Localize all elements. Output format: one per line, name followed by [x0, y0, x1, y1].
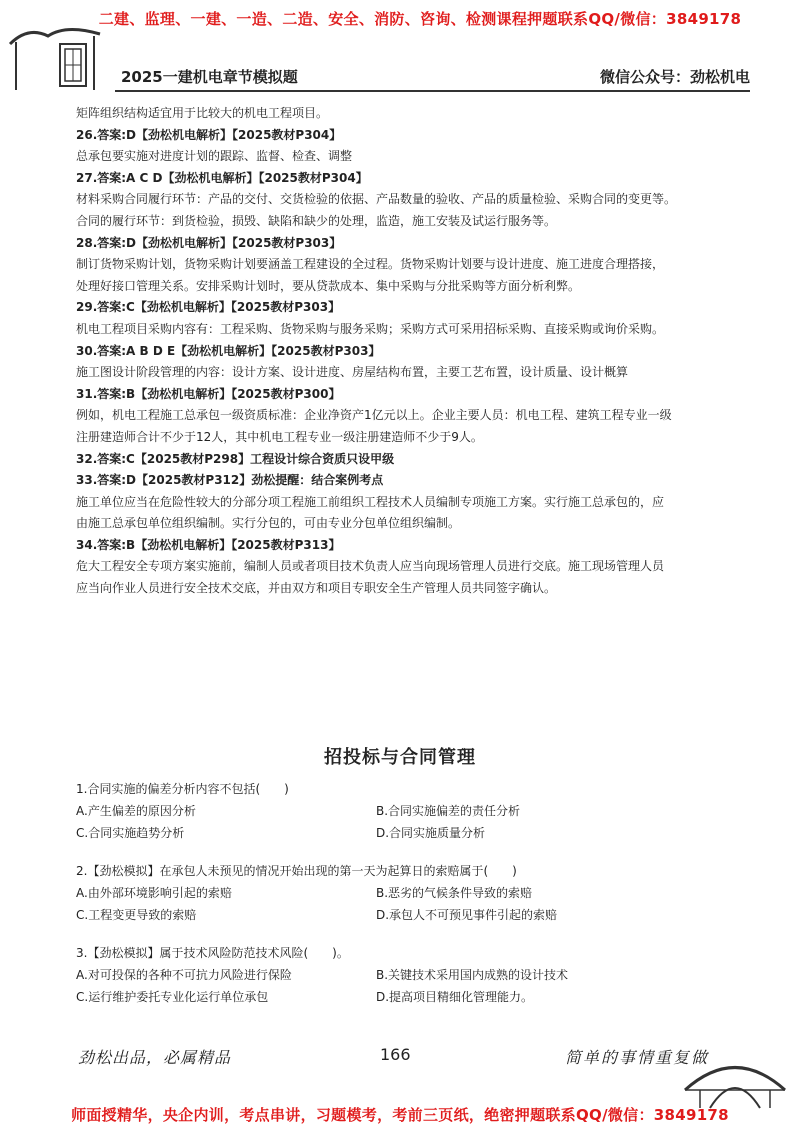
- question-option: B.恶劣的气候条件导致的索赔: [376, 886, 533, 900]
- answer-heading: 26.答案:D【劲松机电解析】【2025教材P304】: [76, 127, 342, 142]
- section-title: 招投标与合同管理: [324, 747, 476, 768]
- question-option: D.承包人不可预见事件引起的索赔: [376, 908, 558, 922]
- answer-heading: 27.答案:A C D【劲松机电解析】【2025教材P304】: [76, 170, 368, 185]
- explanation-line: 制订货物采购计划，货物采购计划要涵盖工程建设的全过程。货物采购计划要与设计进度、施工进度合理搭接，: [76, 257, 665, 272]
- page-header: [115, 62, 750, 92]
- footer-slogan-left: 劲松出品，必属精品: [78, 1048, 232, 1067]
- question-stem: 1.合同实施的偏差分析内容不包括( ): [76, 782, 289, 796]
- question-item: [76, 942, 736, 1008]
- question-option: A.由外部环境影响引起的索赔: [76, 886, 232, 900]
- question-item: [76, 860, 736, 926]
- question-options: [76, 800, 736, 844]
- explanation-line: 注册建造师合计不少于12人，其中机电工程专业一级注册建造师不少于9人。: [76, 429, 483, 444]
- question-stem: 3.【劲松模拟】属于技术风险防范技术风险( )。: [76, 946, 349, 960]
- question-option: C.运行维护委托专业化运行单位承包: [76, 990, 269, 1004]
- answer-heading: 28.答案:D【劲松机电解析】【2025教材P303】: [76, 235, 342, 250]
- explanation-line: 由施工总承包单位组织编制。实行分包的，可由专业分包单位组织编制。: [76, 516, 461, 531]
- answer-explanations: [76, 103, 726, 600]
- header-title: 2025一建机电章节模拟题: [121, 68, 298, 86]
- promo-banner-bottom: 师面授精华，央企内训，考点串讲，习题模考，考前三页纸，绝密押题联系QQ/微信：3849178: [71, 1106, 729, 1124]
- explanation-line: 处理好接口管理关系。安排采购计划时，要从贷款成本、集中采购与分批采购等方面分析利弊。: [76, 278, 581, 293]
- answer-heading: 33.答案:D【2025教材P312】劲松提醒：结合案例考点: [76, 473, 384, 488]
- decorative-bridge-icon: [680, 1050, 790, 1110]
- question-item: [76, 778, 736, 844]
- explanation-line: 矩阵组织结构适宜用于比较大的机电工程项目。: [76, 106, 329, 120]
- explanation-line: 危大工程安全专项方案实施前，编制人员或者项目技术负责人应当向现场管理人员进行交底。施工现场管理人员: [76, 559, 665, 574]
- explanation-line: 机电工程项目采购内容有：工程采购、货物采购与服务采购；采购方式可采用招标采购、直接采购或询价采购。: [76, 321, 665, 336]
- question-option: D.合同实施质量分析: [376, 826, 486, 840]
- question-list: [76, 778, 736, 1024]
- question-options: [76, 964, 736, 1008]
- question-option: B.合同实施偏差的责任分析: [376, 804, 521, 818]
- answer-heading: 32.答案:C【2025教材P298】工程设计综合资质只设甲级: [76, 451, 395, 466]
- question-option: C.合同实施趋势分析: [76, 826, 185, 840]
- question-stem: 2.【劲松模拟】在承包人未预见的情况开始出现的第一天为起算日的索赔属于( ): [76, 864, 517, 878]
- explanation-line: 材料采购合同履行环节：产品的交付、交货检验的依据、产品数量的验收、产品的质量检验、采购合同的变更等。: [76, 192, 677, 207]
- footer-slogan-right: 简单的事情重复做: [565, 1048, 710, 1067]
- explanation-line: 合同的履行环节：到货检验，损毁、缺陷和缺少的处理，监造，施工安装及试运行服务等。: [76, 213, 557, 228]
- answer-heading: 34.答案:B【劲松机电解析】【2025教材P313】: [76, 537, 341, 552]
- decorative-window-ornament-icon: [8, 22, 103, 92]
- question-options: [76, 882, 736, 926]
- explanation-line: 应当向作业人员进行安全技术交底，并由双方和项目专职安全生产管理人员共同签字确认。: [76, 581, 557, 596]
- explanation-line: 总承包要实施对进度计划的跟踪、监督、检查、调整: [76, 149, 353, 164]
- explanation-line: 施工图设计阶段管理的内容：设计方案、设计进度、房屋结构布置，主要工艺布置，设计质量、设计概算: [76, 365, 629, 380]
- promo-banner-top: 二建、监理、一建、一造、二造、安全、消防、咨询、检测课程押题联系QQ/微信：3849178: [98, 10, 742, 28]
- page-number: 166: [380, 1045, 411, 1064]
- explanation-line: 例如，机电工程施工总承包一级资质标准：企业净资产1亿元以上。企业主要人员：机电工程、建筑工程专业一级: [76, 408, 672, 423]
- question-option: C.工程变更导致的索赔: [76, 908, 197, 922]
- answer-heading: 31.答案:B【劲松机电解析】【2025教材P300】: [76, 386, 341, 401]
- question-option: B.关键技术采用国内成熟的设计技术: [376, 968, 569, 982]
- question-option: A.对可投保的各种不可抗力风险进行保险: [76, 968, 292, 982]
- question-option: A.产生偏差的原因分析: [76, 804, 196, 818]
- answer-heading: 29.答案:C【劲松机电解析】【2025教材P303】: [76, 300, 341, 315]
- explanation-line: 施工单位应当在危险性较大的分部分项工程施工前组织工程技术人员编制专项施工方案。实行施工总承包的，应: [76, 494, 665, 509]
- answer-heading: 30.答案:A B D E【劲松机电解析】【2025教材P303】: [76, 343, 381, 358]
- header-wechat: 微信公众号：劲松机电: [599, 68, 750, 86]
- question-option: D.提高项目精细化管理能力。: [376, 990, 534, 1004]
